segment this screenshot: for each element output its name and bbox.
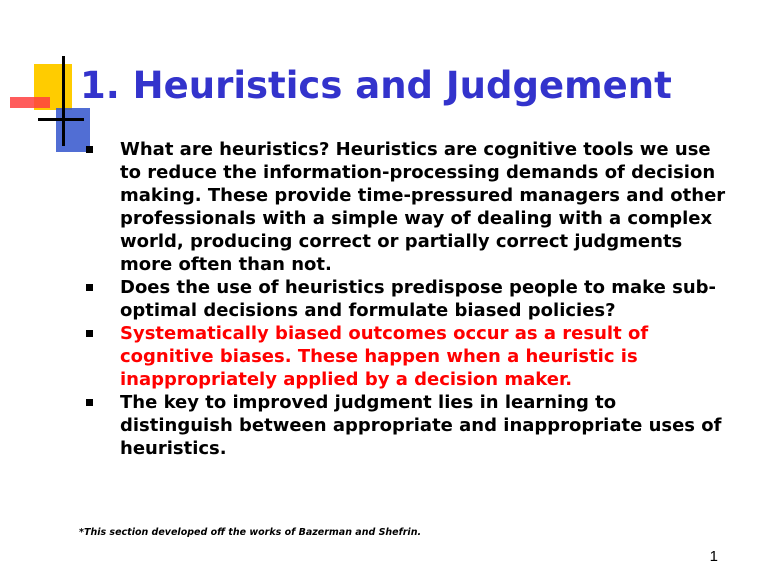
square-bullet-icon	[86, 330, 93, 337]
source-footnote: *This section developed off the works of Bazerman and Shefrin.	[79, 527, 422, 538]
logo-horizontal-line	[38, 118, 84, 121]
slide-title: 1. Heuristics and Judgement	[80, 64, 672, 107]
bullet-item-heuristics-definition	[86, 138, 726, 276]
bullet-text: The key to improved judgment lies in learning to distinguish between appropriate and inappropriate uses of heuristics.	[120, 392, 722, 459]
bullet-text: Does the use of heuristics predispose people to make sub-optimal decisions and formulate biased policies?	[120, 277, 717, 321]
bullet-text: What are heuristics? Heuristics are cognitive tools we use to reduce the information-processing demands of decision making. These provide time-pressured managers and other professionals with a simple way of dealing with a complex world, producing correct or partially correct judgments more often than not.	[120, 139, 726, 275]
bullet-text: Systematically biased outcomes occur as a result of cognitive biases. These happen when a heuristic is inappropriately applied by a decision maker.	[120, 323, 649, 390]
page-number: 1	[709, 548, 718, 565]
logo-vertical-line	[62, 56, 65, 146]
square-bullet-icon	[86, 399, 93, 406]
bullet-item-improved-judgment	[86, 391, 726, 460]
square-bullet-icon	[86, 146, 93, 153]
bullet-item-biased-outcomes	[86, 322, 726, 391]
bullet-list	[86, 138, 726, 460]
bullet-item-suboptimal-question	[86, 276, 726, 322]
square-bullet-icon	[86, 284, 93, 291]
logo-red-bar	[10, 97, 50, 108]
